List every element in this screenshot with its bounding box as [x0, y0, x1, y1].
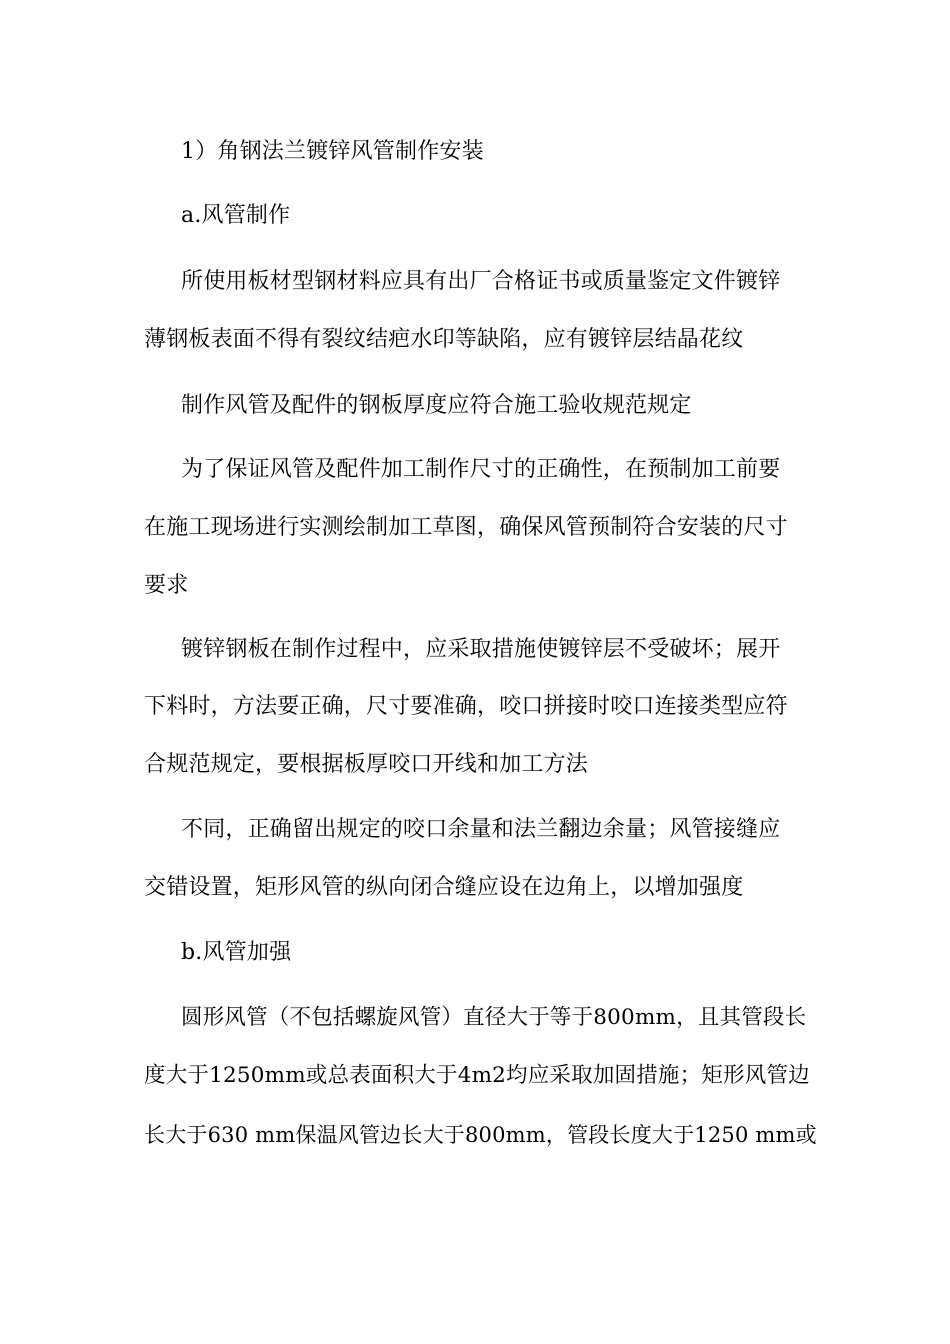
paragraph-line: 在施工现场进行实测绘制加工草图，确保风管预制符合安装的尺寸	[144, 515, 788, 540]
paragraph-line: 合规范规定，要根据板厚咬口开线和加工方法	[144, 752, 589, 777]
paragraph-line: 制作风管及配件的钢板厚度应符合施工验收规范规定	[181, 393, 692, 418]
paragraph-line: 不同，正确留出规定的咬口余量和法兰翻边余量；风管接缝应	[181, 817, 781, 842]
paragraph-line: 要求	[144, 573, 189, 598]
paragraph-line: 圆形风管（不包括螺旋风管）直径大于等于800mm，且其管段长	[181, 1005, 807, 1030]
section-heading: 1）角钢法兰镀锌风管制作安装	[181, 139, 484, 164]
subsection-heading: b.风管加强	[181, 940, 292, 965]
paragraph-line: 下料时，方法要正确，尺寸要准确，咬口拼接时咬口连接类型应符	[144, 694, 788, 719]
paragraph-line: 度大于1250mm或总表面积大于4m2均应采取加固措施；矩形风管边	[144, 1063, 810, 1088]
paragraph-line: 薄钢板表面不得有裂纹结疤水印等缺陷，应有镀锌层结晶花纹	[144, 327, 744, 352]
paragraph-line: 长大于630 mm保温风管边长大于800mm，管段长度大于1250 mm或	[144, 1123, 817, 1147]
paragraph-line: 镀锌钢板在制作过程中，应采取措施使镀锌层不受破坏；展开	[181, 637, 781, 662]
subsection-heading: a.风管制作	[181, 203, 291, 228]
paragraph-line: 交错设置，矩形风管的纵向闭合缝应设在边角上，以增加强度	[144, 875, 744, 900]
paragraph-line: 为了保证风管及配件加工制作尺寸的正确性，在预制加工前要	[181, 457, 781, 482]
paragraph-line: 所使用板材型钢材料应具有出厂合格证书或质量鉴定文件镀锌	[181, 269, 781, 294]
